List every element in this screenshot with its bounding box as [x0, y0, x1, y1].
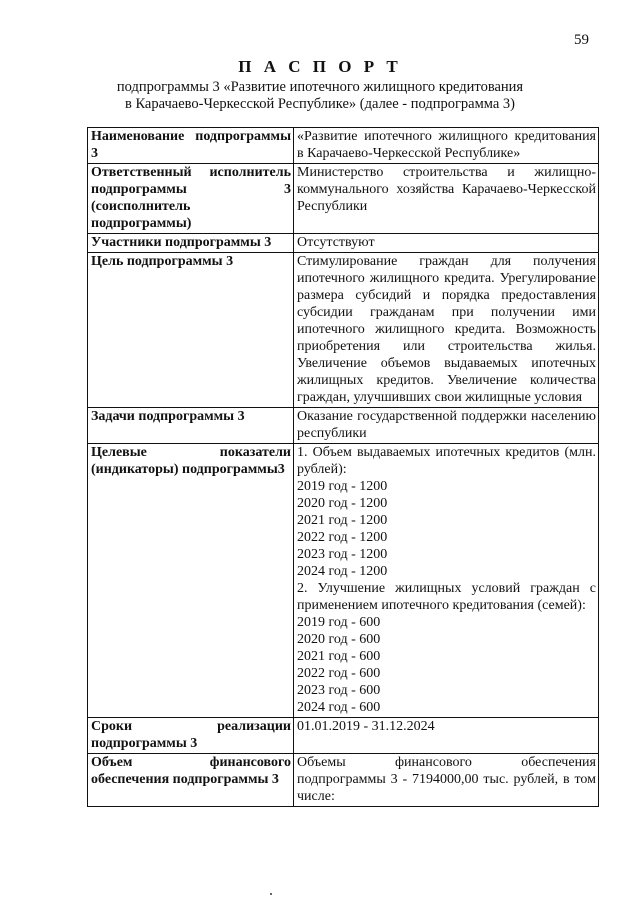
table-row	[88, 128, 599, 164]
document-title: П А С П О Р Т	[238, 57, 402, 76]
indicator-line: 2020 год - 1200	[297, 496, 388, 511]
subtitle-line-1: подпрограммы 3 «Развитие ипотечного жилищного кредитования	[116, 79, 524, 95]
row-value-goal: Стимулирование граждан для получения ипотечного жилищного кредита. Урегулирование размера субсидий и порядка предоставления субсидии гражданам при получении ими ипотечного жилищного кредита. Возможность приобретения или строительства жилья. Увеличение объемов выдаваемых ипотечных жилищных кредитов. Увеличение количества граждан, улучшивших свои жилищные условия	[294, 253, 599, 408]
row-value-funding: Объемы финансового обеспечения подпрограммы 3 - 7194000,00 тыс. рублей, в том числе:	[294, 754, 599, 807]
row-label-tasks: Задачи подпрограммы 3	[88, 408, 294, 444]
table-row	[88, 234, 599, 253]
row-label-indicators: Целевые показатели (индикаторы) подпрограммы3	[88, 444, 294, 718]
row-label-name: Наименование подпрограммы 3	[88, 128, 294, 164]
indicator-line: 2023 год - 1200	[297, 547, 388, 562]
indicator-line: 2021 год - 600	[297, 649, 381, 664]
row-value-timeline: 01.01.2019 - 31.12.2024	[294, 718, 599, 754]
row-value-indicators	[294, 444, 599, 718]
indicator-line: 2020 год - 600	[297, 632, 381, 647]
row-label-timeline: Сроки реализации подпрограммы 3	[88, 718, 294, 754]
row-label-participants: Участники подпрограммы 3	[88, 234, 294, 253]
indicator-line: 2022 год - 1200	[297, 530, 388, 545]
indicator-line: 2024 год - 600	[297, 700, 381, 715]
indicator-line: 2024 год - 1200	[297, 564, 388, 579]
row-label-goal: Цель подпрограммы 3	[88, 253, 294, 408]
indicator-line: 2019 год - 600	[297, 615, 381, 630]
indicator-line: 2021 год - 1200	[297, 513, 388, 528]
table-row	[88, 253, 599, 408]
subtitle-line-2: в Карачаево-Черкесской Республике» (далее - подпрограмма 3)	[124, 96, 516, 112]
table-row	[88, 444, 599, 718]
page-number: 59	[574, 32, 589, 48]
row-value-tasks: Оказание государственной поддержки населению республики	[294, 408, 599, 444]
passport-table	[87, 127, 599, 807]
indicator-line: 2022 год - 600	[297, 666, 381, 681]
scan-dot	[270, 893, 272, 895]
row-value-executor: Министерство строительства и жилищно-коммунального хозяйства Карачаево-Черкесской Республики	[294, 164, 599, 234]
indicator-line: 2019 год - 1200	[297, 479, 388, 494]
table-row	[88, 718, 599, 754]
table-row	[88, 408, 599, 444]
document-subtitle	[60, 79, 580, 113]
indicator-line: 1. Объем выдаваемых ипотечных кредитов (млн. рублей):	[297, 445, 596, 477]
indicator-line: 2023 год - 600	[297, 683, 381, 698]
row-value-name: «Развитие ипотечного жилищного кредитования в Карачаево-Черкесской Республике»	[294, 128, 599, 164]
indicator-line: 2. Улучшение жилищных условий граждан с применением ипотечного кредитования (семей):	[297, 581, 596, 613]
row-value-participants: Отсутствуют	[294, 234, 599, 253]
row-label-executor: Ответственный исполнитель подпрограммы 3 (соисполнитель подпрограммы)	[88, 164, 294, 234]
row-label-funding: Объем финансового обеспечения подпрограммы 3	[88, 754, 294, 807]
table-row	[88, 164, 599, 234]
table-row	[88, 754, 599, 807]
